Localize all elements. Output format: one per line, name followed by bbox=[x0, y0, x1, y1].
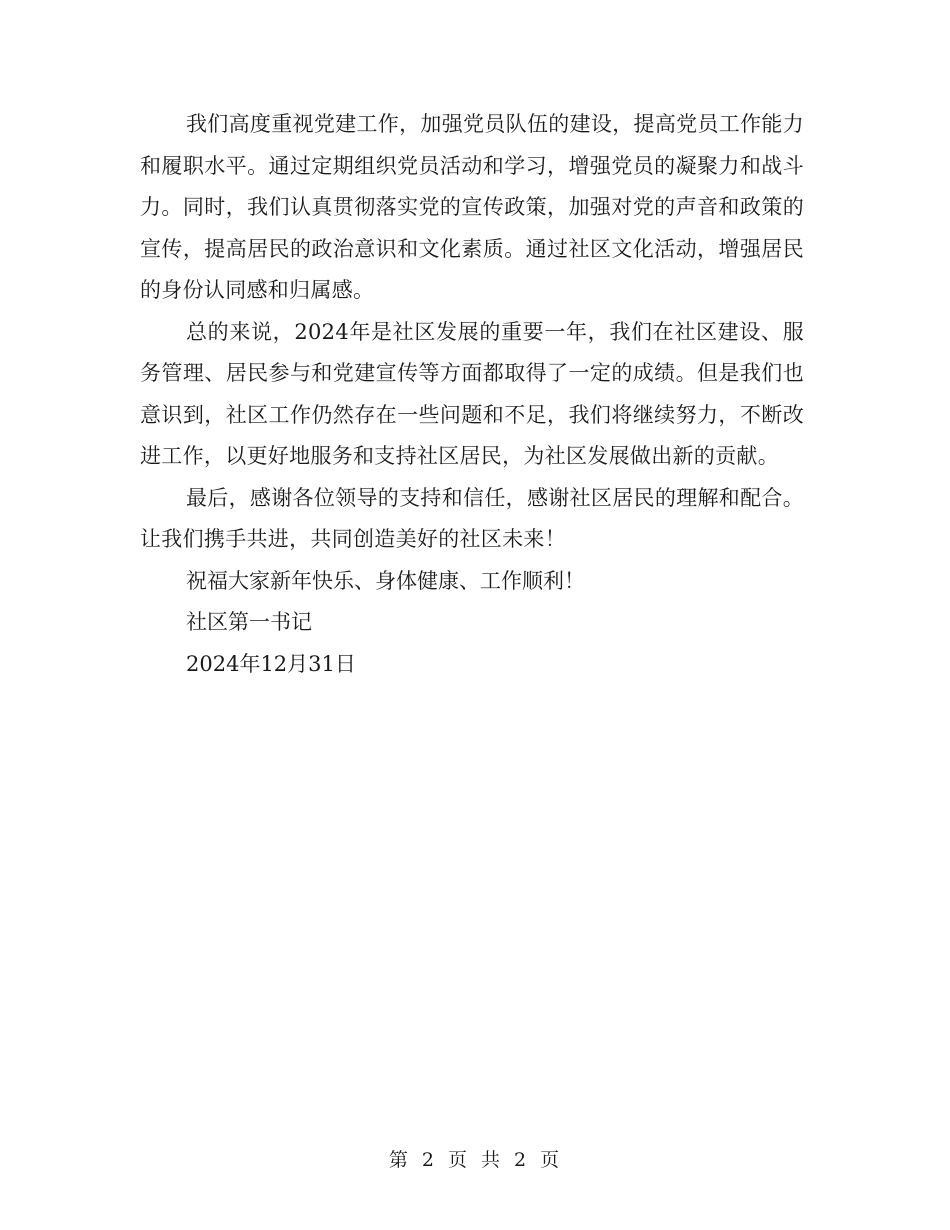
date-line: 2024年12月31日 bbox=[186, 651, 356, 676]
greeting-line: 祝福大家新年快乐、身体健康、工作顺利！ bbox=[186, 568, 585, 593]
paragraph-party-building: 我们高度重视党建工作，加强党员队伍的建设，提高党员工作能力和履职水平。通过定期组织党员活动和学习，增强党员的凝聚力和战斗力。同时，我们认真贯彻落实党的宣传政策，加强对党的声音和政策的宣传，提高居民的政治意识和文化素质。通过社区文化活动，增强居民的身份认同感和归属感。 bbox=[140, 112, 804, 302]
paragraph-thanks: 最后，感谢各位领导的支持和信任，感谢社区居民的理解和配合。让我们携手共进，共同创造美好的社区未来！ bbox=[140, 485, 804, 551]
page-number-footer: 第 2 页 共 2 页 bbox=[388, 1149, 562, 1171]
paragraph-summary: 总的来说，2024年是社区发展的重要一年，我们在社区建设、服务管理、居民参与和党建宣传等方面都取得了一定的成绩。但是我们也意识到，社区工作仍然存在一些问题和不足，我们将继续努力，不断改进工作，以更好地服务和支持社区居民，为社区发展做出新的贡献。 bbox=[140, 319, 804, 468]
signature-line: 社区第一书记 bbox=[186, 610, 312, 634]
document-body bbox=[140, 104, 804, 685]
